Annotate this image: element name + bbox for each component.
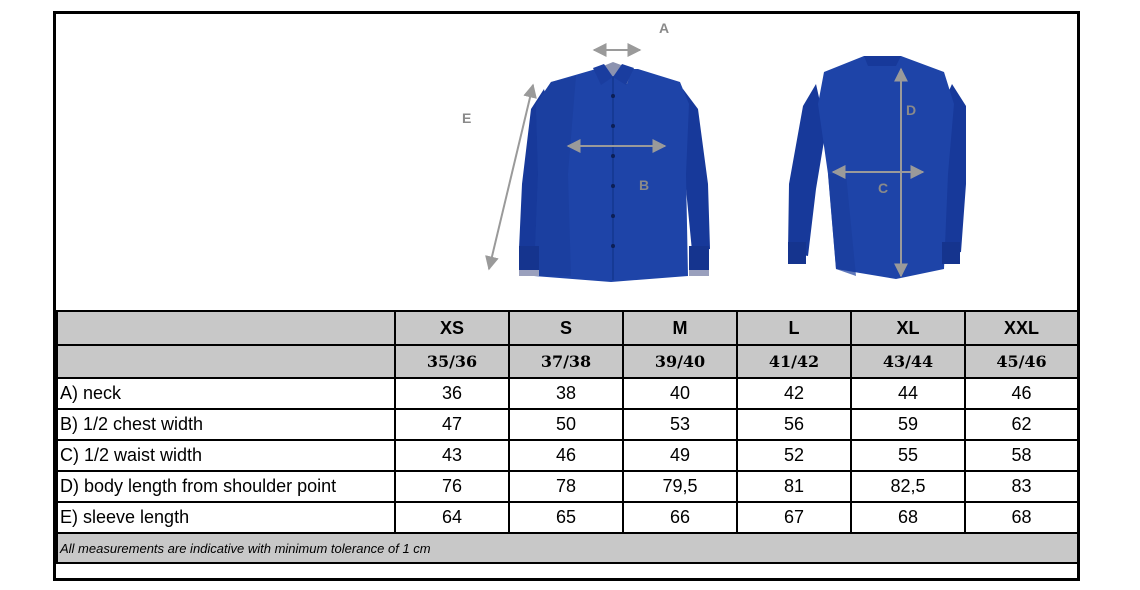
shirt-illustration [56, 14, 1077, 310]
table-cell: 38 [509, 378, 623, 409]
label-a: A [659, 20, 670, 36]
table-cell: 50 [509, 409, 623, 440]
table-cell: 83 [965, 471, 1078, 502]
label-b: B [639, 177, 650, 193]
table-row [57, 409, 1078, 440]
table-row [57, 471, 1078, 502]
table-cell: 58 [965, 440, 1078, 471]
table-row [57, 378, 1078, 409]
size-table [56, 310, 1079, 564]
table-cell: 64 [395, 502, 509, 533]
table-cell: 68 [965, 502, 1078, 533]
table-cell: 78 [509, 471, 623, 502]
table-cell: 53 [623, 409, 737, 440]
collar-size-row [57, 345, 1078, 378]
table-cell: 40 [623, 378, 737, 409]
table-cell: 66 [623, 502, 737, 533]
label-e: E [462, 110, 472, 126]
row-label: B) 1/2 chest width [57, 409, 395, 440]
table-cell: 56 [737, 409, 851, 440]
table-cell: 65 [509, 502, 623, 533]
size-header: M [623, 311, 737, 345]
header-empty-cell [57, 345, 395, 378]
row-label: E) sleeve length [57, 502, 395, 533]
size-header: S [509, 311, 623, 345]
shirt-back [788, 56, 966, 279]
table-cell: 59 [851, 409, 965, 440]
collar-size: 45/46 [965, 345, 1078, 378]
size-chart [53, 11, 1080, 581]
table-cell: 42 [737, 378, 851, 409]
table-cell: 52 [737, 440, 851, 471]
table-cell: 44 [851, 378, 965, 409]
table-cell: 46 [965, 378, 1078, 409]
size-header: XL [851, 311, 965, 345]
table-cell: 36 [395, 378, 509, 409]
collar-size: 35/36 [395, 345, 509, 378]
shirt-front [519, 62, 710, 282]
size-table-body [57, 311, 1078, 563]
size-header-row [57, 311, 1078, 345]
table-cell: 55 [851, 440, 965, 471]
table-cell: 79,5 [623, 471, 737, 502]
collar-size: 41/42 [737, 345, 851, 378]
table-cell: 43 [395, 440, 509, 471]
table-cell: 67 [737, 502, 851, 533]
table-cell: 46 [509, 440, 623, 471]
note-row [57, 533, 1078, 563]
table-row [57, 502, 1078, 533]
collar-size: 43/44 [851, 345, 965, 378]
row-label: C) 1/2 waist width [57, 440, 395, 471]
collar-size: 37/38 [509, 345, 623, 378]
shirt-drawing [56, 14, 1077, 310]
table-row [57, 440, 1078, 471]
table-cell: 81 [737, 471, 851, 502]
collar-size: 39/40 [623, 345, 737, 378]
table-cell: 49 [623, 440, 737, 471]
row-label: D) body length from shoulder point [57, 471, 395, 502]
header-empty-cell [57, 311, 395, 345]
label-c: C [878, 180, 889, 196]
table-cell: 47 [395, 409, 509, 440]
row-label: A) neck [57, 378, 395, 409]
table-cell: 82,5 [851, 471, 965, 502]
label-d: D [906, 102, 917, 118]
tolerance-note: All measurements are indicative with minimum tolerance of 1 cm [57, 533, 1078, 563]
size-header: L [737, 311, 851, 345]
size-header: XXL [965, 311, 1078, 345]
table-cell: 62 [965, 409, 1078, 440]
size-header: XS [395, 311, 509, 345]
table-cell: 76 [395, 471, 509, 502]
table-cell: 68 [851, 502, 965, 533]
